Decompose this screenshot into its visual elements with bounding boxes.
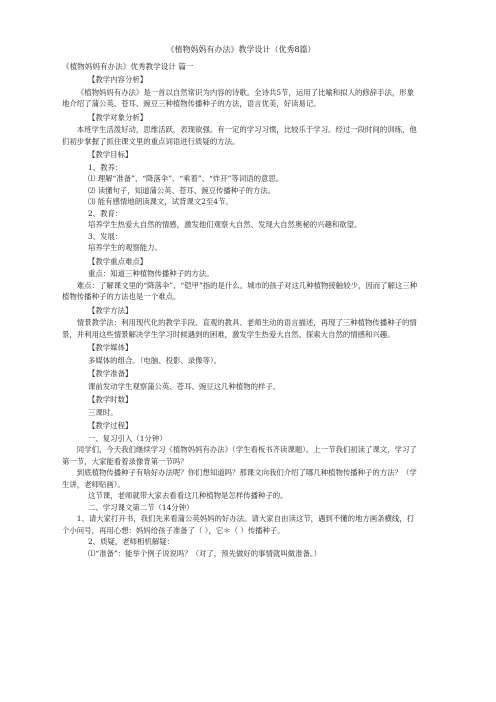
- goal-3a: 培养学生的观察能力。: [88, 243, 162, 252]
- heading-lesson-time: 【教学时数】: [88, 395, 133, 404]
- goal-1c: ⑶ 能有感情地朗读课文，试背课文2至4节。: [88, 197, 233, 206]
- heading-media: 【教学媒体】: [88, 343, 133, 352]
- goal-2: 2、教育：: [88, 208, 123, 218]
- goal-1a: ⑴ 理解“准备”、“降落伞”、“乘着”、“炸开”等词语的意思。: [88, 174, 284, 183]
- paragraph-content-analysis: 《植物妈妈有办法》是一首以自然常识为内容的诗歌。全诗共5节，运用了比喻和拟人的修辞手法，形象地介绍了蒲公英、苍耳、豌豆三种植物传播种子的方法，语言优美，好读易记。: [62, 87, 415, 108]
- section-subtitle: 《植物妈妈有办法》优秀教学设计 篇一: [62, 62, 194, 71]
- step-1-paragraph-b: 到底植物传播种子有啥好办法呢？你们想知道吗？那课文向我们介绍了哪几种植物传播种子的方法？（学生讲，老师贴画）。: [62, 468, 417, 489]
- goal-1: 1、教养：: [88, 162, 123, 172]
- step-1: 一、复习引入（1分钟）: [88, 433, 167, 443]
- paragraph-method: 情景教学法：利用现代化的教学手段、直观的教具、老师生动的语言描述，再现了三种植物传播种子的情景，并利用这些情景解决学生学习时候遇到的困难，激发学生热爱大自然、探索大自然的情感和兴趣。: [62, 318, 417, 339]
- heading-process: 【教学过程】: [88, 421, 133, 430]
- heading-preparation: 【教学准备】: [88, 369, 133, 378]
- paragraph-object-analysis: 本班学生活泼好动，思维活跃，表现欲强。有一定的学习习惯，比较乐于学习。经过一段时间的训练，他们初步掌握了抓住课文里的重点词语进行质疑的方法。: [62, 125, 417, 146]
- heading-method: 【教学方法】: [88, 305, 133, 315]
- step-2-paragraph-b: 2、质疑，老师相机解疑：: [88, 537, 175, 546]
- step-2-paragraph-c: ⑴“准备”：能举个例子说说吗？（对了，预先做好的事情就叫做准备。）: [88, 548, 321, 558]
- step-1-paragraph-a: 同学们，今天我们继续学习《植物妈妈有办法》（学生看板书齐读课题）。上一节我们初读了课文，学习了第一节，大家能看着录像背第一节吗？: [62, 445, 417, 466]
- goal-3: 3、发展：: [88, 231, 123, 241]
- paragraph-key-point: 重点：知道三种植物传播种子的方法。: [88, 269, 214, 278]
- step-1-paragraph-c: 这节课，老师就带大家去看看这几种植物是怎样传播种子的。: [88, 491, 288, 500]
- step-2: 二、学习课文第二节（14分钟）: [88, 502, 194, 512]
- goal-1b: ⑵ 读懂句子，知道蒲公英、苍耳、豌豆传播种子的方法。: [88, 185, 276, 195]
- paragraph-media: 多媒体的组合。（电脑、投影、录像等）。: [88, 355, 222, 365]
- paragraph-preparation: 课前发动学生观察蒲公英、苍耳、豌豆这几种植物的样子。: [88, 381, 281, 391]
- heading-key-points: 【教学重点难点】: [88, 256, 148, 266]
- heading-goals: 【教学目标】: [88, 150, 133, 159]
- paragraph-lesson-time: 三课时。: [88, 407, 118, 417]
- heading-object-analysis: 【教学对象分析】: [88, 112, 148, 122]
- goal-2a: 培养学生热爱大自然的情感，激发他们观察大自然、发现大自然奥秘的兴趣和欲望。: [88, 220, 362, 229]
- step-2-paragraph-a: 1、请大家打开书，我们先来看蒲公英妈妈的好办法。请大家自由读这节，遇到不懂的地方画条横线，打个小问号，再用心想：妈妈给孩子准备了（ ），它＊（ ）传播种子。: [62, 514, 415, 535]
- heading-content-analysis: 【教学内容分析】: [88, 75, 148, 84]
- paragraph-difficulty: 难点：了解课文里的“降落伞”、“铠甲”指的是什么。城市的孩子对这几种植物接触较少，因而了解这三种植物传播种子的方法也是一个难点。: [62, 280, 418, 301]
- document-title: 《植物妈妈有办法》教学设计（优秀8篇）: [166, 45, 316, 54]
